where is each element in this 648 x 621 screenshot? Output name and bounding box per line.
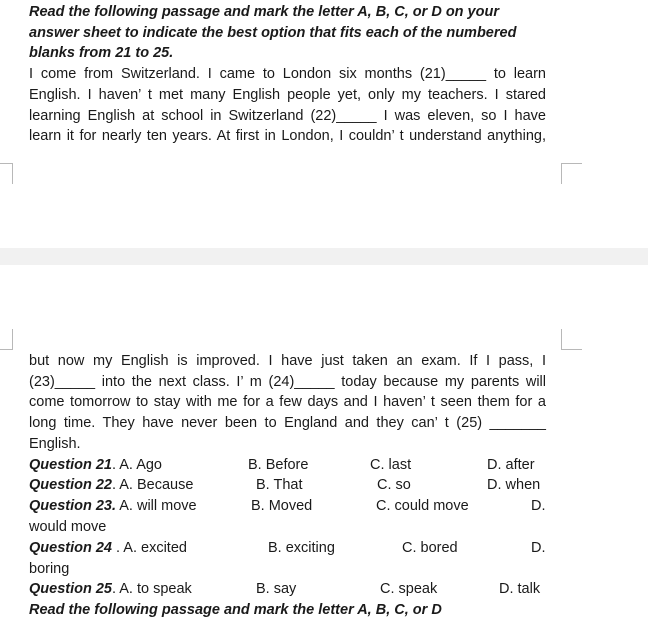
question-label: Question 21: [29, 456, 112, 473]
passage-line-9: English.: [29, 435, 81, 452]
question-23: [29, 496, 546, 517]
instructions: Read the following passage and mark the letter A, B, C, or D on your answer sheet to indicate the best option that fits each of the numbered blanks from 21 to 25.: [29, 4, 517, 62]
option-d-continued: boring: [29, 560, 70, 577]
crop-mark: [561, 163, 562, 184]
option-d: D.: [531, 498, 546, 515]
question-22: Question 22. A. Because B. That C. so D. when: [29, 475, 546, 496]
next-instructions-cutoff: Read the following passage and mark the letter A, B, C, or D: [29, 602, 442, 619]
crop-mark: [0, 349, 12, 350]
option-d: D. after: [487, 456, 535, 473]
option-c: C. bored: [402, 539, 458, 556]
question-label: Question 24: [29, 539, 112, 556]
question-label: Question 22: [29, 477, 112, 494]
page-gap: [0, 248, 648, 265]
passage-line-4: learn it for nearly ten years. At first in London, I couldn’ t understand anything,: [29, 128, 546, 145]
question-21: Question 21. A. Ago B. Before C. last D. after: [29, 455, 546, 476]
option-d: D. talk: [499, 581, 541, 598]
option-b: B. Moved: [251, 498, 313, 515]
option-d: D.: [531, 539, 546, 556]
page-next-text: [29, 351, 546, 621]
passage-line-1: I come from Switzerland. I came to London six months (21)_____ to learn: [29, 66, 546, 83]
option-b: B. Before: [248, 456, 309, 473]
crop-mark: [561, 349, 582, 350]
crop-mark: [561, 163, 582, 164]
question-24-wrap: [29, 559, 546, 580]
crop-mark: [12, 329, 13, 350]
option-a: A. excited: [123, 539, 187, 556]
question-24: Question 24 . A. excited B. exciting C. bored D.: [29, 538, 546, 559]
option-a: A. to speak: [119, 581, 192, 598]
document-page-top: [0, 0, 648, 185]
page-top-text: [29, 2, 546, 147]
option-b: B. That: [256, 477, 303, 494]
crop-mark: [561, 329, 562, 350]
crop-mark: [0, 163, 12, 164]
passage-line-7: come tomorrow to stay with me for a few days and I haven’ t seen them for a: [29, 394, 546, 411]
option-b: B. say: [256, 581, 297, 598]
question-label: Question 25: [29, 581, 112, 598]
question-label: Question 23.: [29, 498, 117, 515]
option-a: A. Because: [119, 477, 194, 494]
option-d: D. when: [487, 477, 541, 494]
passage-line-3: learning English at school in Switzerland (22)_____ I was eleven, so I have: [29, 107, 546, 124]
question-23-wrap: [29, 517, 546, 538]
passage-line-2: English. I haven’ t met many English people yet, only my teachers. I stared: [29, 86, 546, 103]
option-a: A. Ago: [119, 456, 162, 473]
passage-line-5: but now my English is improved. I have just taken an exam. If I pass, I: [29, 353, 546, 369]
option-c: C. last: [370, 456, 412, 473]
passage-line-6: (23)_____ into the next class. I’ m (24)_____ today because my parents will: [29, 373, 546, 390]
option-c: C. so: [377, 477, 411, 494]
option-c: C. speak: [380, 581, 438, 598]
option-a: A. will move: [119, 498, 197, 515]
document-page-next: [0, 265, 648, 619]
passage-line-8: long time. They have never been to England and they can’ t (25) _______: [29, 415, 546, 432]
crop-mark: [12, 163, 13, 184]
question-25: Question 25. A. to speak B. say C. speak D. talk: [29, 579, 546, 600]
option-c: C. could move: [376, 498, 469, 515]
option-b: B. exciting: [268, 539, 335, 556]
option-d-continued: would move: [29, 518, 107, 535]
